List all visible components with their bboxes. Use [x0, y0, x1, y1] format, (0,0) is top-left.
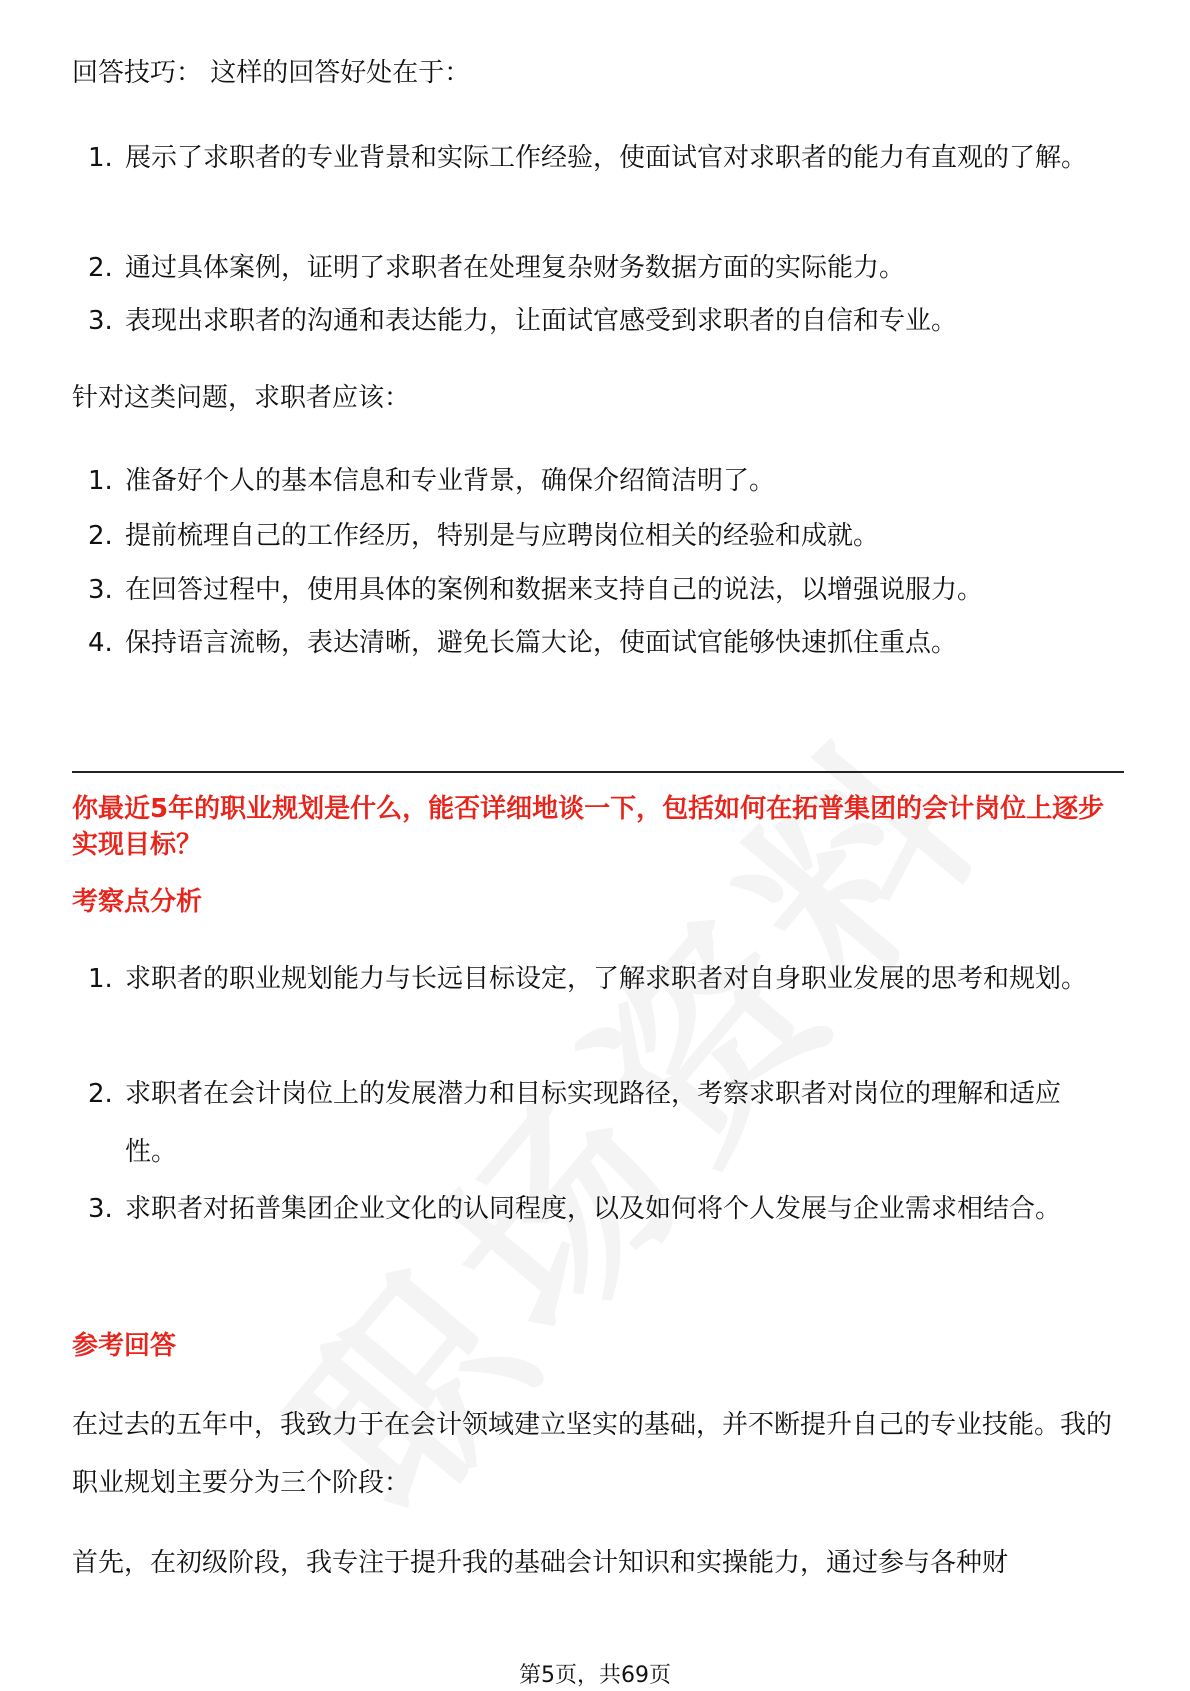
list-text: 准备好个人的基本信息和专业背景，确保介绍简洁明了。	[125, 466, 776, 496]
list-item	[72, 950, 1112, 1008]
section-divider	[72, 771, 1124, 773]
list-text: 通过具体案例，证明了求职者在处理复杂财务数据方面的实际能力。	[125, 253, 906, 283]
analysis-heading: 考察点分析	[72, 887, 203, 917]
list-number: 2.	[88, 1079, 113, 1109]
list-number: 1.	[88, 964, 113, 994]
list-text: 展示了求职者的专业背景和实际工作经验，使面试官对求职者的能力有直观的了解。	[125, 143, 1088, 173]
list-item	[72, 614, 1112, 672]
question-title: 你最近5年的职业规划是什么，能否详细地谈一下，包括如何在拓普集团的会计岗位上逐步实现目标？	[72, 794, 1105, 860]
list-item	[72, 292, 1112, 350]
list-item	[72, 239, 1112, 297]
list-item	[72, 1065, 1112, 1181]
list-item	[72, 507, 1112, 565]
list-text: 保持语言流畅，表达清晰，避免长篇大论，使面试官能够快速抓住重点。	[125, 628, 958, 658]
list-text: 在回答过程中，使用具体的案例和数据来支持自己的说法，以增强说服力。	[125, 575, 984, 605]
page-footer: 第5页，共69页	[519, 1663, 671, 1688]
list-item	[72, 1180, 1112, 1238]
list-number: 3.	[88, 1194, 113, 1224]
answer-paragraph: 首先，在初级阶段，我专注于提升我的基础会计知识和实操能力，通过参与各种财	[72, 1548, 1009, 1578]
list-text: 求职者对拓普集团企业文化的认同程度，以及如何将个人发展与企业需求相结合。	[125, 1194, 1062, 1224]
list-number: 3.	[88, 575, 113, 605]
tip-intro: 回答技巧： 这样的回答好处在于：	[72, 58, 471, 88]
list-text: 求职者的职业规划能力与长远目标设定，了解求职者对自身职业发展的思考和规划。	[125, 964, 1088, 994]
list-item	[72, 561, 1112, 619]
list-text: 提前梳理自己的工作经历，特别是与应聘岗位相关的经验和成就。	[125, 521, 880, 551]
list-item	[72, 452, 1112, 510]
list-text: 表现出求职者的沟通和表达能力，让面试官感受到求职者的自信和专业。	[125, 306, 958, 336]
list-number: 1.	[88, 143, 113, 173]
list-number: 1.	[88, 466, 113, 496]
list-number: 2.	[88, 253, 113, 283]
list-item	[72, 129, 1112, 187]
list-number: 2.	[88, 521, 113, 551]
answer-paragraph: 在过去的五年中，我致力于在会计领域建立坚实的基础，并不断提升自己的专业技能。我的职业规划主要分为三个阶段：	[72, 1410, 1113, 1498]
list-number: 3.	[88, 306, 113, 336]
answer-heading: 参考回答	[72, 1331, 177, 1361]
advice-intro: 针对这类问题，求职者应该：	[72, 383, 411, 413]
list-text: 求职者在会计岗位上的发展潜力和目标实现路径，考察求职者对岗位的理解和适应性。	[125, 1079, 1062, 1167]
list-number: 4.	[88, 628, 113, 658]
